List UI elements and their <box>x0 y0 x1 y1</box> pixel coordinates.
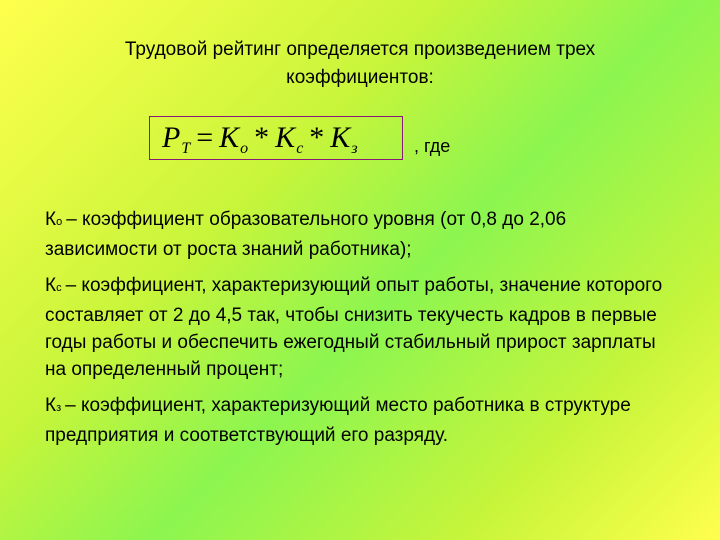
definition-ko <box>45 206 675 263</box>
definition-kc <box>45 272 675 383</box>
formula-k3: $K_з$ <box>330 121 358 157</box>
slide-title <box>60 36 660 92</box>
formula-box <box>149 116 403 160</box>
formula-mul-2: * <box>309 121 325 154</box>
definition-ko-text: – коэффициент образовательного уровня (от 0,8 до 2,06 зависимости от роста знаний работника); <box>45 209 567 260</box>
formula-mul-1: * <box>254 121 270 154</box>
definition-ko-subscript: о <box>56 216 63 228</box>
definition-ko-symbol: К <box>45 209 57 230</box>
definition-kz <box>45 392 675 449</box>
definition-kc-symbol: К <box>45 275 57 296</box>
definition-kc-text: – коэффициент, характеризующий опыт работы, значение которого составляет от 2 до 4,5 так, чтобы снизить текучесть кадров в первые годы работы и обеспечить ежегодный стабильный прирост зарплаты на определенный процент; <box>45 275 663 380</box>
formula-k1-sub: o <box>240 140 249 157</box>
definition-kz-symbol: К <box>45 395 57 416</box>
formula-k2-sub: c <box>296 140 304 157</box>
formula-k1: $K_o$ <box>219 121 249 157</box>
formula-p-sub: T <box>181 140 191 157</box>
title-line-1: Трудовой рейтинг определяется произведением трех <box>124 39 596 60</box>
definition-kz-text: – коэффициент, характеризующий место работника в структуре предприятия и соответствующий его разряду. <box>45 395 631 446</box>
definition-kz-subscript: з <box>56 402 62 414</box>
title-line-2: коэффициентов: <box>286 67 434 88</box>
formula-k2: $K_c$ <box>275 121 304 157</box>
definitions-list <box>45 206 675 458</box>
formula-k3-sub: з <box>351 140 358 157</box>
formula-equals: = <box>196 121 214 154</box>
definition-kc-subscript: с <box>56 282 62 294</box>
formula-where-label: , где <box>414 136 451 156</box>
formula-p: $P_T$ <box>162 121 191 157</box>
